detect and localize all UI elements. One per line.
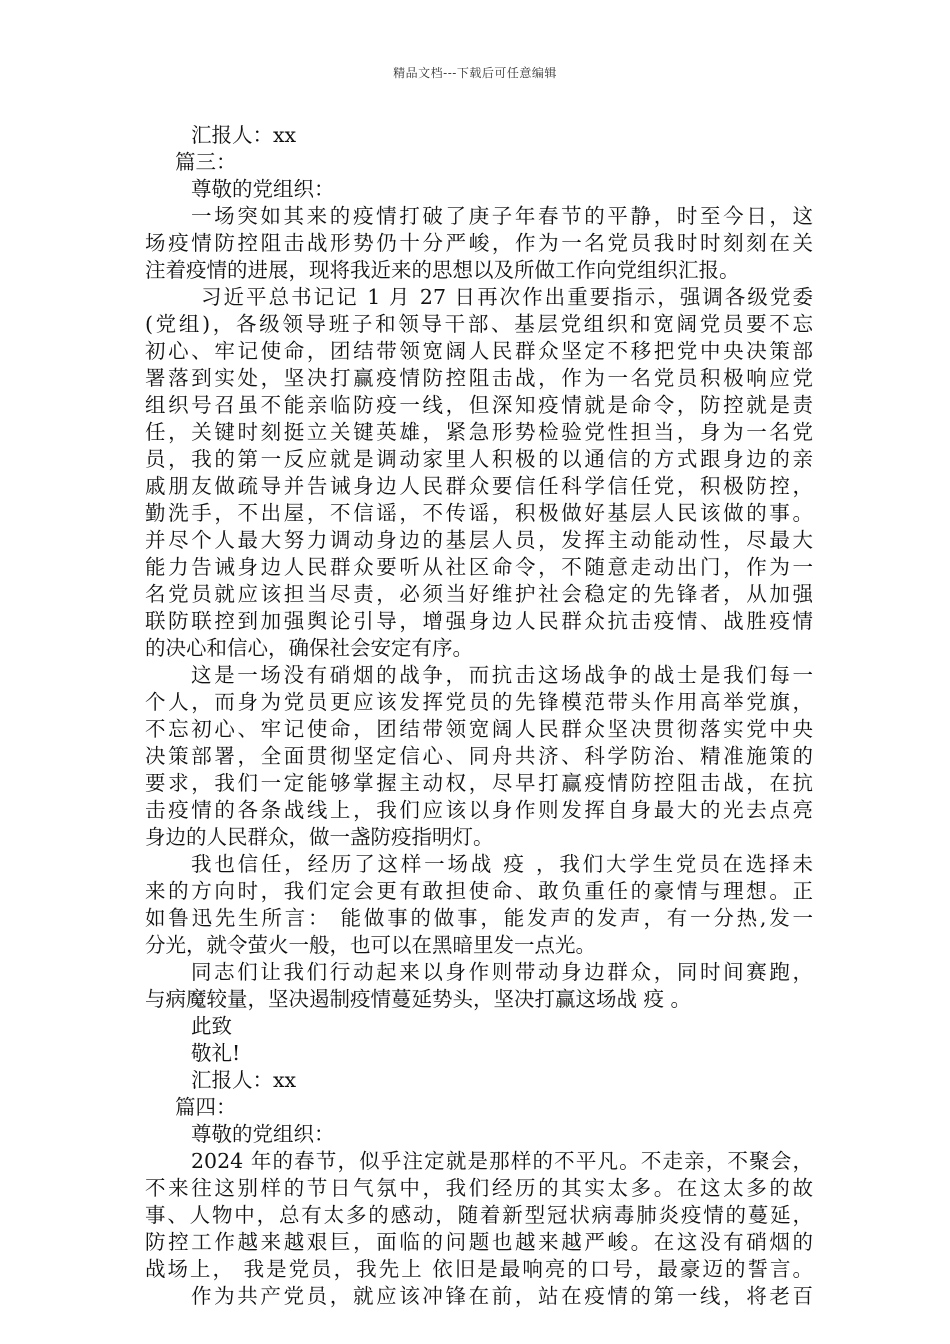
text-line: 这是一场没有硝烟的战争，而抗击这场战争的战士是我们每一: [191, 663, 813, 687]
text-line: 不忘初心、牢记使命，团结带领宽阔人民群众坚决贯彻落实党中央: [145, 717, 813, 741]
text-line: 防控工作越来越艰巨，面临的问题也越来越严峻。在这没有硝烟的: [145, 1230, 813, 1254]
text-line: 任，关键时刻挺立关键英雄，紧急形势检验党性担当，身为一名党: [145, 420, 813, 444]
text-line: 初心、牢记使命，团结带领宽阔人民群众坚定不移把党中央决策部: [145, 339, 813, 363]
text-line: (党组)，各级领导班子和领导干部、基层党组织和宽阔党员要不忘: [145, 312, 813, 336]
text-line: 此致: [191, 1014, 232, 1038]
text-line: 场疫情防控阻击战形势仍十分严峻，作为一名党员我时时刻刻在关: [145, 231, 813, 255]
text-line: 的决心和信心，确保社会安定有序。: [145, 636, 473, 660]
text-line: 篇四：: [175, 1095, 237, 1119]
text-line: 与病魔较量，坚决遏制疫情蔓延势头，坚决打赢这场战 疫 。: [145, 987, 692, 1011]
text-line: 员，我的第一反应就是调动家里人积极的以通信的方式跟身边的亲: [145, 447, 813, 471]
text-line: 能力告诫身边人民群众要听从社区命令，不随意走动出门，作为一: [145, 555, 813, 579]
text-line: 个人，而身为党员更应该发挥党员的先锋模范带头作用高举党旗，: [145, 690, 813, 714]
text-line: 事、人物中，总有太多的感动，随着新型冠状病毒肺炎疫情的蔓延，: [145, 1203, 813, 1227]
text-line: 组织号召虽不能亲临防疫一线，但深知疫情就是命令，防控就是责: [145, 393, 813, 417]
text-line: 决策部署，全面贯彻坚定信心、同舟共济、科学防治、精准施策的: [145, 744, 813, 768]
text-line: 篇三：: [175, 150, 237, 174]
text-line: 汇报人：xx: [191, 123, 297, 147]
text-line: 尊敬的党组织：: [191, 177, 335, 201]
text-line: 并尽个人最大努力调动身边的基层人员，发挥主动能动性，尽最大: [145, 528, 813, 552]
text-line: 击疫情的各条战线上，我们应该以身作则发挥自身最大的光去点亮: [145, 798, 813, 822]
text-line: 要求，我们一定能够掌握主动权，尽早打赢疫情防控阻击战，在抗: [145, 771, 813, 795]
text-line: 戚朋友做疏导并告诫身边人民群众要信任科学信任党，积极防控，: [145, 474, 813, 498]
text-line: 一场突如其来的疫情打破了庚子年春节的平静，时至今日，这: [191, 204, 813, 228]
text-line: 我也信任，经历了这样一场战 疫 ，我们大学生党员在选择未: [191, 852, 813, 876]
text-line: 战场上， 我是党员，我先上 依旧是最响亮的口号，最豪迈的誓言。: [145, 1257, 813, 1281]
text-line: 敬礼!: [191, 1041, 241, 1065]
document-body: [145, 122, 813, 1310]
text-line: 不来往这别样的节日气氛中，我们经历的其实太多。在这太多的故: [145, 1176, 813, 1200]
text-line: 分光，就令萤火一般，也可以在黑暗里发一点光。: [145, 933, 596, 957]
text-line: 汇报人：xx: [191, 1068, 297, 1092]
text-line: 名党员就应该担当尽责，必须当好维护社会稳定的先锋者，从加强: [145, 582, 813, 606]
text-line: 身边的人民群众，做一盏防疫指明灯。: [145, 825, 494, 849]
text-line: 注着疫情的进展，现将我近来的思想以及所做工作向党组织汇报。: [145, 258, 740, 282]
text-line: 习近平总书记记 1 月 27 日再次作出重要指示，强调各级党委: [201, 285, 813, 309]
text-line: 如鲁迅先生所言： 能做事的做事，能发声的发声，有一分热,发一: [145, 906, 813, 930]
text-line: 联防联控到加强舆论引导，增强身边人民群众抗击疫情、战胜疫情: [145, 609, 813, 633]
text-line: 署落到实处，坚决打赢疫情防控阻击战，作为一名党员积极响应党: [145, 366, 813, 390]
text-line: 2024 年的春节，似乎注定就是那样的不平凡。不走亲，不聚会，: [191, 1149, 813, 1173]
text-line: 尊敬的党组织：: [191, 1122, 335, 1146]
text-line: 同志们让我们行动起来以身作则带动身边群众，同时间赛跑，: [191, 960, 813, 984]
text-line: 作为共产党员，就应该冲锋在前，站在疫情的第一线，将老百: [191, 1284, 813, 1308]
text-line: 勤洗手，不出屋，不信谣，不传谣，积极做好基层人民该做的事。: [145, 501, 813, 525]
page-header: 精品文档---下载后可任意编辑: [393, 66, 557, 80]
text-line: 来的方向时，我们定会更有敢担使命、敢负重任的豪情与理想。正: [145, 879, 813, 903]
